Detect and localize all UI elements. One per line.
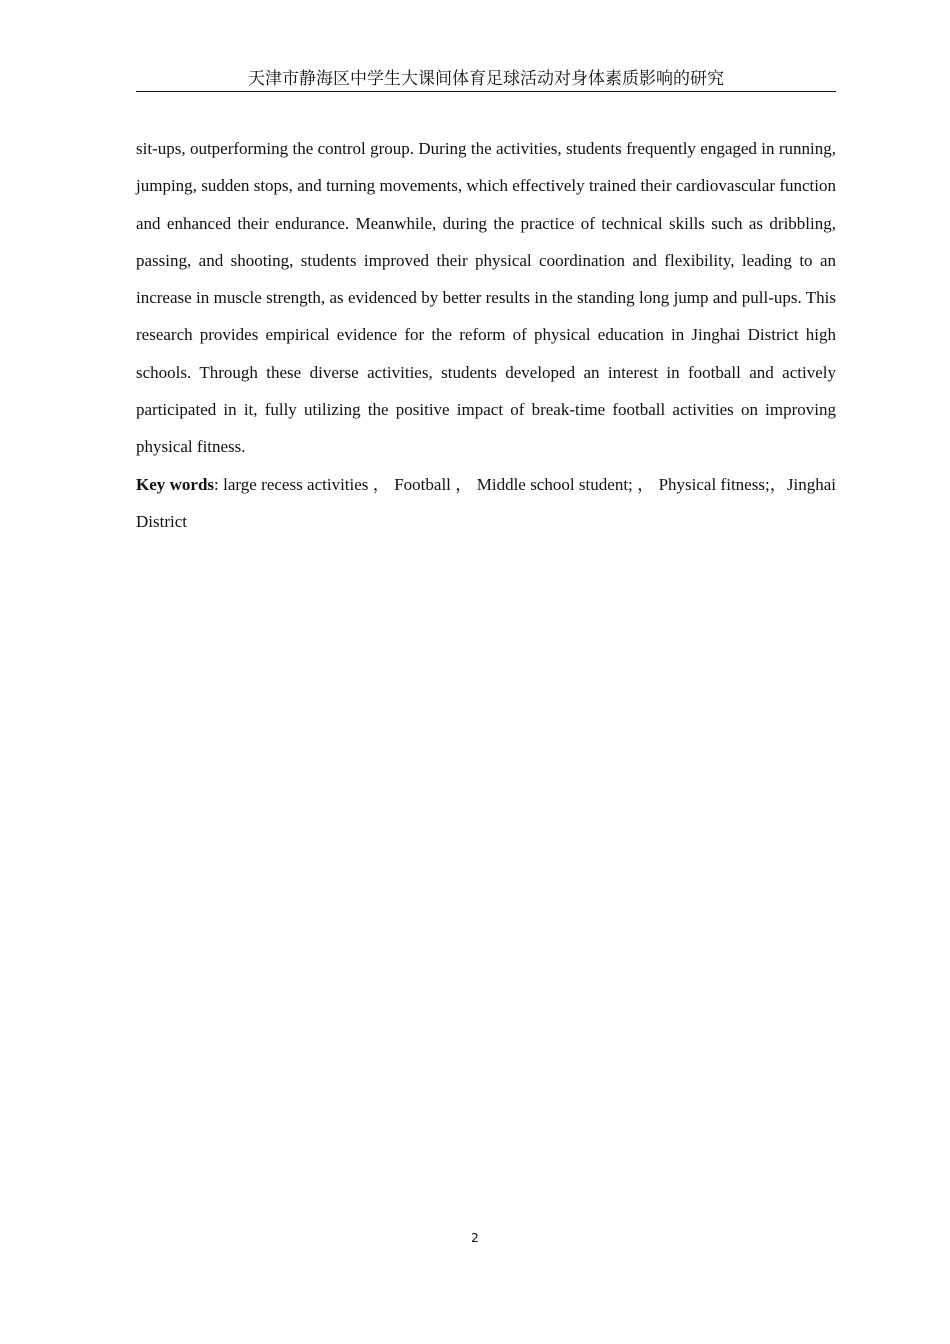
header-title: 天津市静海区中学生大课间体育足球活动对身体素质影响的研究 [248,69,724,89]
page-number: 2 [471,1231,479,1245]
abstract-body [136,130,836,540]
keywords-text: large recess activities ， Football ， Middle school student; ， Physical fitness;，Jinghai District [136,474,836,531]
abstract-paragraph: sit-ups, outperforming the control group. During the activities, students frequently engaged in running, jumping, sudden stops, and turning movements, which effectively trained their cardiovascular function and enhanced their endurance. Meanwhile, during the practice of technical skills such as dribbling, passing, and shooting, students improved their physical coordination and flexibility, leading to an increase in muscle strength, as evidenced by better results in the standing long jump and pull-ups. This research provides empirical evidence for the reform of physical education in Jinghai District high schools. Through these diverse activities, students developed an interest in football and actively participated in it, fully utilizing the positive impact of break-time football activities on improving physical fitness. [136,139,836,457]
keywords-line [136,466,836,541]
keywords-separator: : [214,474,224,494]
page-header [136,67,836,92]
keywords-label: Key words [136,474,215,494]
